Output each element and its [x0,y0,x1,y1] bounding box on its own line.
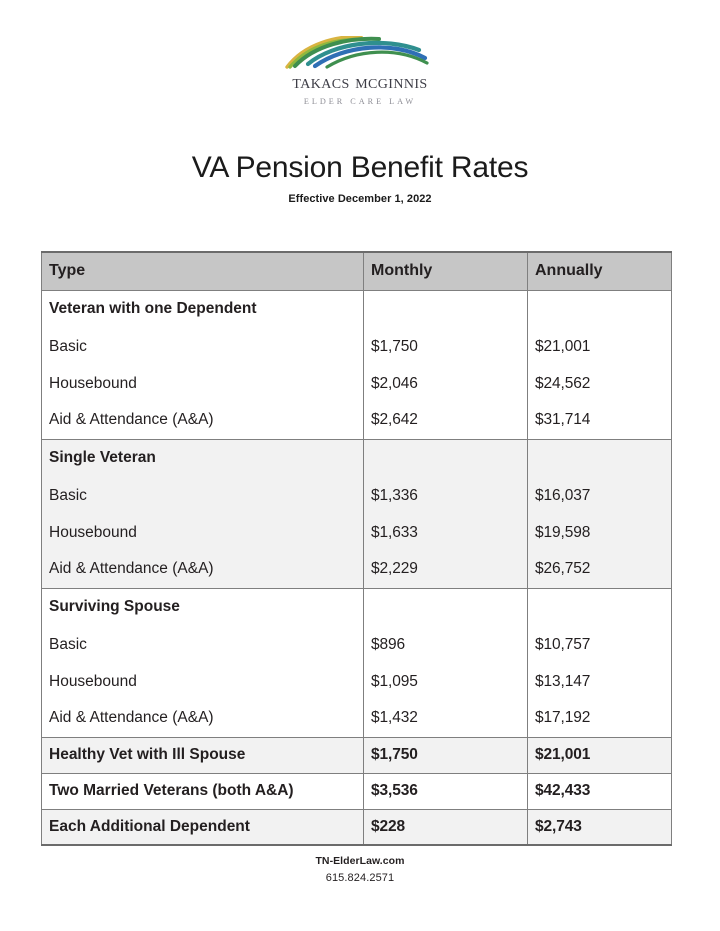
table-row [42,663,672,700]
row-monthly: $1,432 [364,700,528,737]
row-monthly: $896 [364,626,528,663]
row-monthly: $1,336 [364,477,528,514]
row-label: Healthy Vet with Ill Spouse [42,737,364,773]
row-annually: $16,037 [528,477,672,514]
column-header-monthly: Monthly [364,252,528,290]
row-monthly: $228 [364,809,528,845]
page-title: VA Pension Benefit Rates [191,150,529,184]
row-monthly: $3,536 [364,773,528,809]
table-row [42,737,672,773]
table-row [42,365,672,402]
group-annually-empty [528,588,672,626]
table-group-header-row [42,588,672,626]
row-monthly: $1,633 [364,514,528,551]
row-annually: $10,757 [528,626,672,663]
row-label: Aid & Attendance (A&A) [42,402,364,439]
logo-name-part-2: mcginnis [355,71,428,93]
document-footer [0,855,720,884]
logo-firm-name [292,72,427,94]
group-monthly-empty [364,439,528,477]
row-label: Housebound [42,514,364,551]
table-header [42,252,672,290]
table-row [42,700,672,737]
table-header-row [42,252,672,290]
table-row [42,809,672,845]
row-annually: $31,714 [528,402,672,439]
brand-logo [0,0,720,106]
row-annually: $26,752 [528,551,672,588]
logo-name-part-1: takacs [292,71,350,93]
group-monthly-empty [364,588,528,626]
table-body [42,290,672,845]
row-label: Aid & Attendance (A&A) [42,700,364,737]
row-annually: $21,001 [528,737,672,773]
row-monthly: $1,750 [364,328,528,365]
row-label: Each Additional Dependent [42,809,364,845]
table-row [42,551,672,588]
row-annually: $24,562 [528,365,672,402]
page-subtitle: Effective December 1, 2022 [288,192,432,205]
table-row [42,773,672,809]
row-annually: $19,598 [528,514,672,551]
row-monthly: $2,229 [364,551,528,588]
group-annually-empty [528,439,672,477]
group-name: Veteran with one Dependent [42,290,364,328]
table-row [42,402,672,439]
group-name: Surviving Spouse [42,588,364,626]
row-annually: $42,433 [528,773,672,809]
logo-arc-icon [275,36,445,70]
row-label: Basic [42,477,364,514]
rates-table-container [41,251,671,846]
table-row [42,626,672,663]
group-monthly-empty [364,290,528,328]
table-row [42,328,672,365]
logo-tagline: ELDER CARE LAW [303,96,417,106]
row-label: Aid & Attendance (A&A) [42,551,364,588]
column-header-annually: Annually [528,252,672,290]
row-label: Housebound [42,663,364,700]
row-label: Basic [42,328,364,365]
table-group-header-row [42,290,672,328]
table-group-header-row [42,439,672,477]
row-annually: $2,743 [528,809,672,845]
row-monthly: $1,095 [364,663,528,700]
title-block [0,151,720,205]
row-annually: $17,192 [528,700,672,737]
footer-website: TN-ElderLaw.com [315,855,405,867]
row-monthly: $2,642 [364,402,528,439]
group-name: Single Veteran [42,439,364,477]
row-annually: $21,001 [528,328,672,365]
row-annually: $13,147 [528,663,672,700]
group-annually-empty [528,290,672,328]
column-header-type: Type [42,252,364,290]
row-monthly: $1,750 [364,737,528,773]
row-monthly: $2,046 [364,365,528,402]
footer-phone: 615.824.2571 [325,872,395,884]
row-label: Two Married Veterans (both A&A) [42,773,364,809]
va-pension-rates-table [41,251,672,846]
table-row [42,514,672,551]
row-label: Basic [42,626,364,663]
row-label: Housebound [42,365,364,402]
table-row [42,477,672,514]
